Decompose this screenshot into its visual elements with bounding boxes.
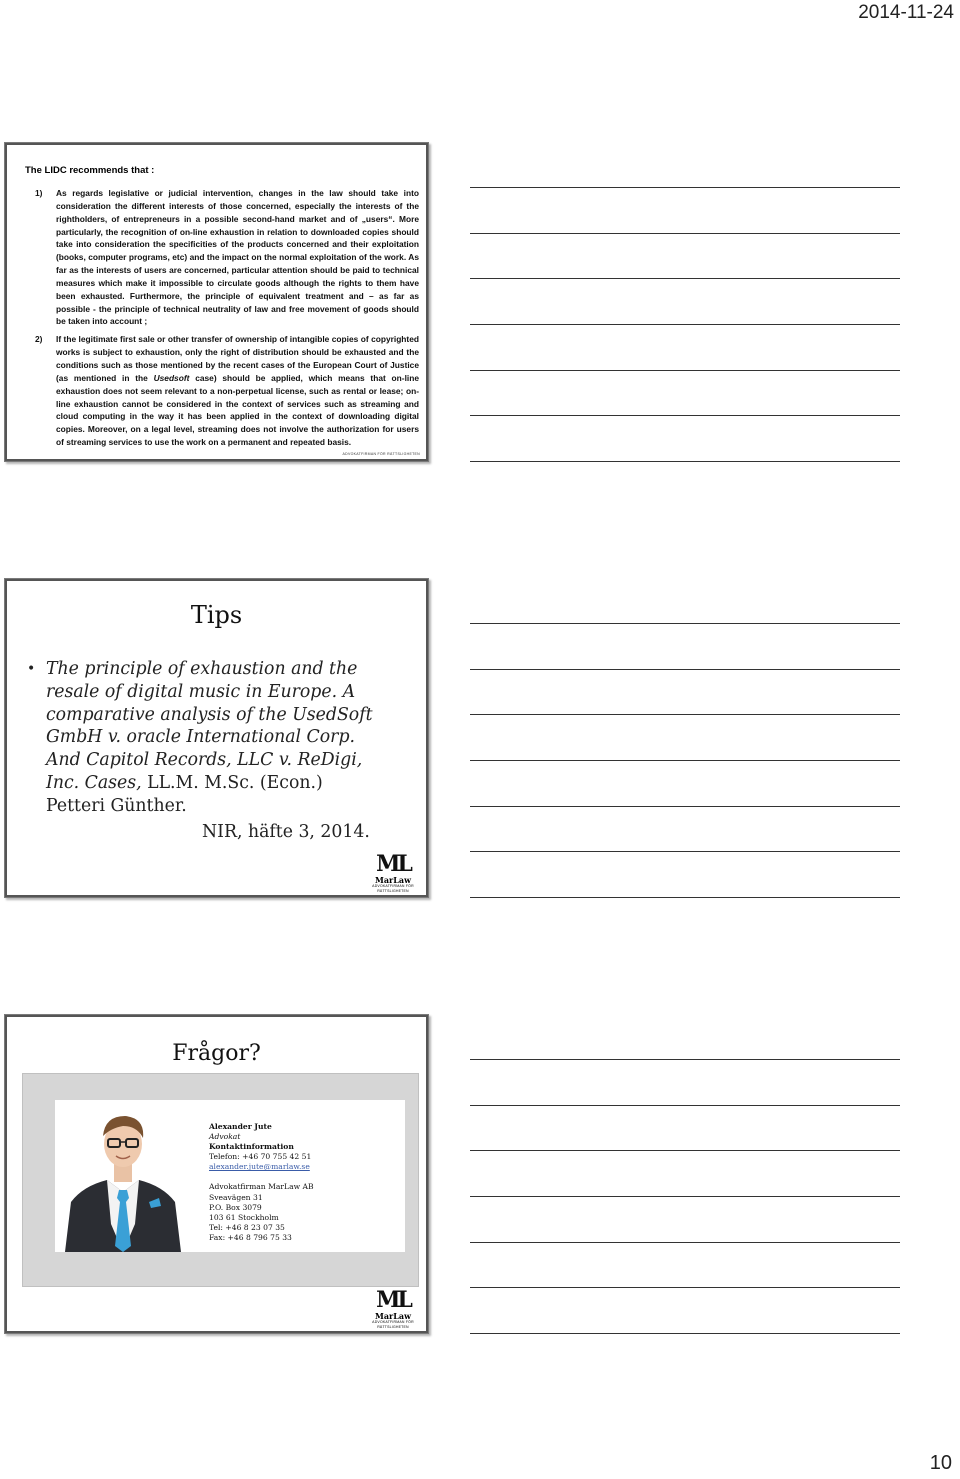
note-line [470, 324, 900, 325]
reference-title: The principle of exhaustion and the resale of digital music in Europe. A comparative analysis of the UsedSoft GmbH v. oracle International Corp. And Capitol Records, LLC v. ReDigi, Inc. Cases, [46, 659, 373, 793]
slide-footer-tag: ADVOKATFIRMAN FÖR RÄTTSLIGHETEN [342, 452, 420, 456]
item-text-end: case) should be applied, which means that on-line exhaustion does not seem relevant to a non-perpetual license, such as rental or lease; on-line exhaustion cannot be considered in the context of services such as streaming and cloud computing in the way it has been applied in the context of downloading digital copies. Moreover, on a legal level, streaming does not involve the authorization for users of streaming services to use the work on a permanent and repeated basis. [56, 372, 420, 448]
note-line [470, 1105, 900, 1106]
contact-card [22, 1073, 419, 1287]
contact-section: Kontaktinformation [209, 1142, 294, 1152]
slide-body [27, 658, 387, 843]
note-line [470, 806, 900, 807]
list-item [35, 333, 419, 449]
logo-tag: ADVOKATFIRMAN FÖR RÄTTSLIGHETEN [372, 1320, 414, 1329]
print-date: 2014-11-24 [858, 2, 954, 23]
contact-tel: Tel: +46 8 23 07 35 [209, 1222, 285, 1232]
logo-brand: MarLaw [375, 1311, 411, 1321]
logo-brand: MarLaw [375, 875, 411, 885]
item-number: 2) [35, 334, 43, 345]
item-text: If the legitimate first sale or other transfer of ownership of intangible copies of copyrighted works is subject to exhaustion, only the right of distribution should be exhausted and the conditions such as those mentioned by the recent cases of the European Court of Justice (as mentioned in the [56, 334, 419, 383]
item-text-italic: Usedsoft [153, 372, 190, 383]
note-line [470, 415, 900, 416]
contact-card-panel [55, 1100, 405, 1252]
list-item [35, 187, 419, 328]
reference-author: LL.M. M.Sc. (Econ.) Petteri Günther. [46, 772, 323, 816]
slide-heading: The LIDC recommends that : [25, 165, 155, 176]
note-line [470, 851, 900, 852]
note-line [470, 1196, 900, 1197]
contact-role: Advokat [209, 1132, 241, 1142]
note-line [470, 714, 900, 715]
slide-lidc-recommendations [4, 142, 429, 462]
note-line [470, 669, 900, 670]
portrait-photo-icon [61, 1106, 185, 1252]
note-line [470, 1287, 900, 1288]
reference-source: NIR, häfte 3, 2014. [202, 821, 370, 842]
reference-text [46, 658, 387, 818]
note-line [470, 1150, 900, 1151]
marlaw-logo-icon [362, 1288, 424, 1330]
item-text: As regards legislative or judicial intervention, changes in the law should take into consideration the different interests of those concerned, especially the interests of the rightholders, of entrepreneurs in a possible second-hand market and of „users“. More particularly, the recognition of on-line exhaustion in relation to downloaded copies should take into consideration the specificities of the products concerned and their exploitation (books, computer programs, etc) and the impact on the normal exploitation of the work. As far as the interests of users are concerned, particular attention should be paid to technical measures which make it impossible to circulate goods although the rights to them have been exhausted. Furthermore, the principle of equivalent treatment and – as far as possible - the principle of technical neutrality of law and free movement of goods should be taken into account ; [56, 188, 419, 327]
logo-mark: ML [376, 1287, 410, 1313]
logo-tag: ADVOKATFIRMAN FÖR RÄTTSLIGHETEN [372, 884, 414, 893]
note-line [470, 1059, 900, 1060]
contact-email-link[interactable]: alexander.jute@marlaw.se [209, 1162, 310, 1172]
contact-phone: Telefon: +46 70 755 42 51 [209, 1152, 312, 1162]
contact-details [209, 1122, 399, 1243]
contact-fax: Fax: +46 8 796 75 33 [209, 1232, 292, 1242]
note-line [470, 897, 900, 898]
spacer [209, 1172, 399, 1182]
page-number: 10 [929, 1452, 952, 1474]
slide-title: Tips [190, 601, 243, 629]
slide-questions [4, 1014, 429, 1334]
note-line [470, 461, 900, 462]
note-line [470, 187, 900, 188]
note-line [470, 1333, 900, 1334]
item-number: 1) [35, 188, 43, 198]
contact-name: Alexander Jute [209, 1122, 272, 1131]
note-line [470, 1242, 900, 1243]
logo-mark: ML [376, 851, 410, 877]
marlaw-logo-icon [362, 852, 424, 894]
portrait-illustration [61, 1106, 185, 1252]
contact-city: 103 61 Stockholm [209, 1212, 279, 1222]
contact-company: Advokatfirman MarLaw AB [209, 1182, 314, 1192]
slide-title: Frågor? [172, 1041, 261, 1066]
slide-tips [4, 578, 429, 898]
note-line [470, 760, 900, 761]
note-line [470, 233, 900, 234]
contact-street: Sveavägen 31 [209, 1192, 263, 1202]
recommendation-list [35, 187, 419, 454]
note-line [470, 623, 900, 624]
note-line [470, 370, 900, 371]
contact-box: P.O. Box 3079 [209, 1202, 262, 1212]
bullet-icon: • [27, 661, 36, 677]
note-line [470, 278, 900, 279]
